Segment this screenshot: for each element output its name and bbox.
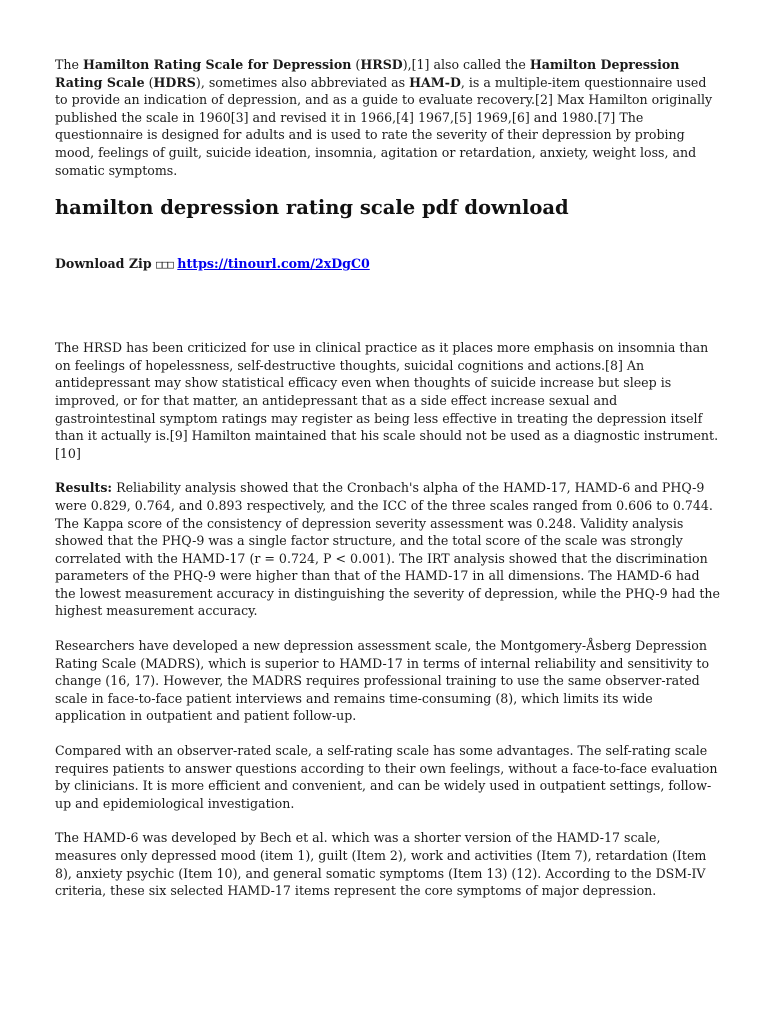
download-label: Download Zip xyxy=(55,256,152,272)
intro-text: The xyxy=(55,57,83,72)
download-line xyxy=(55,255,720,273)
intro-text: ( xyxy=(144,74,154,90)
document-content xyxy=(55,56,720,917)
intro-term-hrsd-full: Hamilton Rating Scale for Depression xyxy=(82,57,352,72)
intro-term-hrsd: HRSD xyxy=(360,57,403,72)
download-link[interactable]: https://tinourl.com/2xDgC0 xyxy=(177,256,370,272)
intro-term-ham-d: HAM-D xyxy=(409,74,461,90)
results-text: Reliability analysis showed that the Cronbach's alpha of the HAMD-17, HAMD-6 and PHQ-9 were 0.829, 0.764, and 0.893 respectively, and the ICC of the three scales ranged from 0.606 to 0.744. The Kappa score of the consistency of depression severity assessment was 0.248. Validity analysis showed that the PHQ-9 was a single factor structure, and the total score of the scale was strongly correlated with the HAMD-17 (r = 0.724, P < 0.001). The IRT analysis showed that the discrimination parameters of the PHQ-9 were higher than that of the HAMD-17 in all dimensions. The HAMD-6 had the lowest measurement accuracy in distinguishing the severity of depression, while the PHQ-9 had the highest measurement accuracy. xyxy=(55,480,720,619)
madrs-paragraph: Researchers have developed a new depression assessment scale, the Montgomery-Åsberg Depression Rating Scale (MADRS), which is superior to HAMD-17 in terms of internal reliability and sensitivity to change (16, 17). However, the MADRS requires professional training to use the same observer-rated scale in face-to-face patient interviews and remains time-consuming (8), which limits its wide application in outpatient and patient follow-up. xyxy=(55,638,710,724)
placeholder-glyphs: □□□ xyxy=(156,258,173,272)
results-label: Results: xyxy=(55,480,113,496)
intro-text: ( xyxy=(351,57,361,72)
results-paragraph xyxy=(55,479,720,620)
intro-text: , is a multiple-item questionnaire used to provide an indication of depression, and as a guide to evaluate recovery.[2] Max Hamilton originally published the scale in 1960[3] and revised it in 1966,[4] 1967,[5] 1969,[6] and 1980.[7] The questionnaire is designed for adults and is used to rate the severity of their depression by probing mood, feelings of guilt, suicide ideation, insomnia, agitation or retardation, anxiety, weight loss, and somatic symptoms. xyxy=(55,74,713,178)
intro-term-hdrs: HDRS xyxy=(153,74,196,90)
intro-text: ), sometimes also abbreviated as xyxy=(195,74,410,90)
criticism-paragraph: The HRSD has been criticized for use in clinical practice as it places more emphasis on insomnia than on feelings of hopelessness, self-destructive thoughts, suicidal cognitions and actions.[8] An antidepressant may show statistical efficacy even when thoughts of suicide increase but sleep is improved, or for that matter, an antidepressant that as a side effect increase sexual and gastrointestinal symptom ratings may register as being less effective in treating the depression itself than it actually is.[9] Hamilton maintained that his scale should not be used as a diagnostic instrument.[10] xyxy=(55,340,719,461)
spacer xyxy=(55,273,720,339)
intro-paragraph xyxy=(55,56,720,179)
hamd6-paragraph: The HAMD-6 was developed by Bech et al. which was a shorter version of the HAMD-17 scale, measures only depressed mood (item 1), guilt (Item 2), work and activities (Item 7), retardation (Item 8), anxiety psychic (Item 10), and general somatic symptoms (Item 13) (12). According to the DSM-IV criteria, these six selected HAMD-17 items represent the core symptoms of major depression. xyxy=(55,830,707,899)
intro-text: ),[1] also called the xyxy=(402,57,530,72)
page-title: hamilton depression rating scale pdf download xyxy=(55,196,569,220)
self-rating-paragraph: Compared with an observer-rated scale, a self-rating scale has some advantages. The self-rating scale requires patients to answer questions according to their own feelings, without a face-to-face evaluation by clinicians. It is more efficient and convenient, and can be widely used in outpatient settings, follow-up and epidemiological investigation. xyxy=(55,743,718,811)
intro-term-hdrs-full: Hamilton Depression Rating Scale xyxy=(55,57,680,90)
